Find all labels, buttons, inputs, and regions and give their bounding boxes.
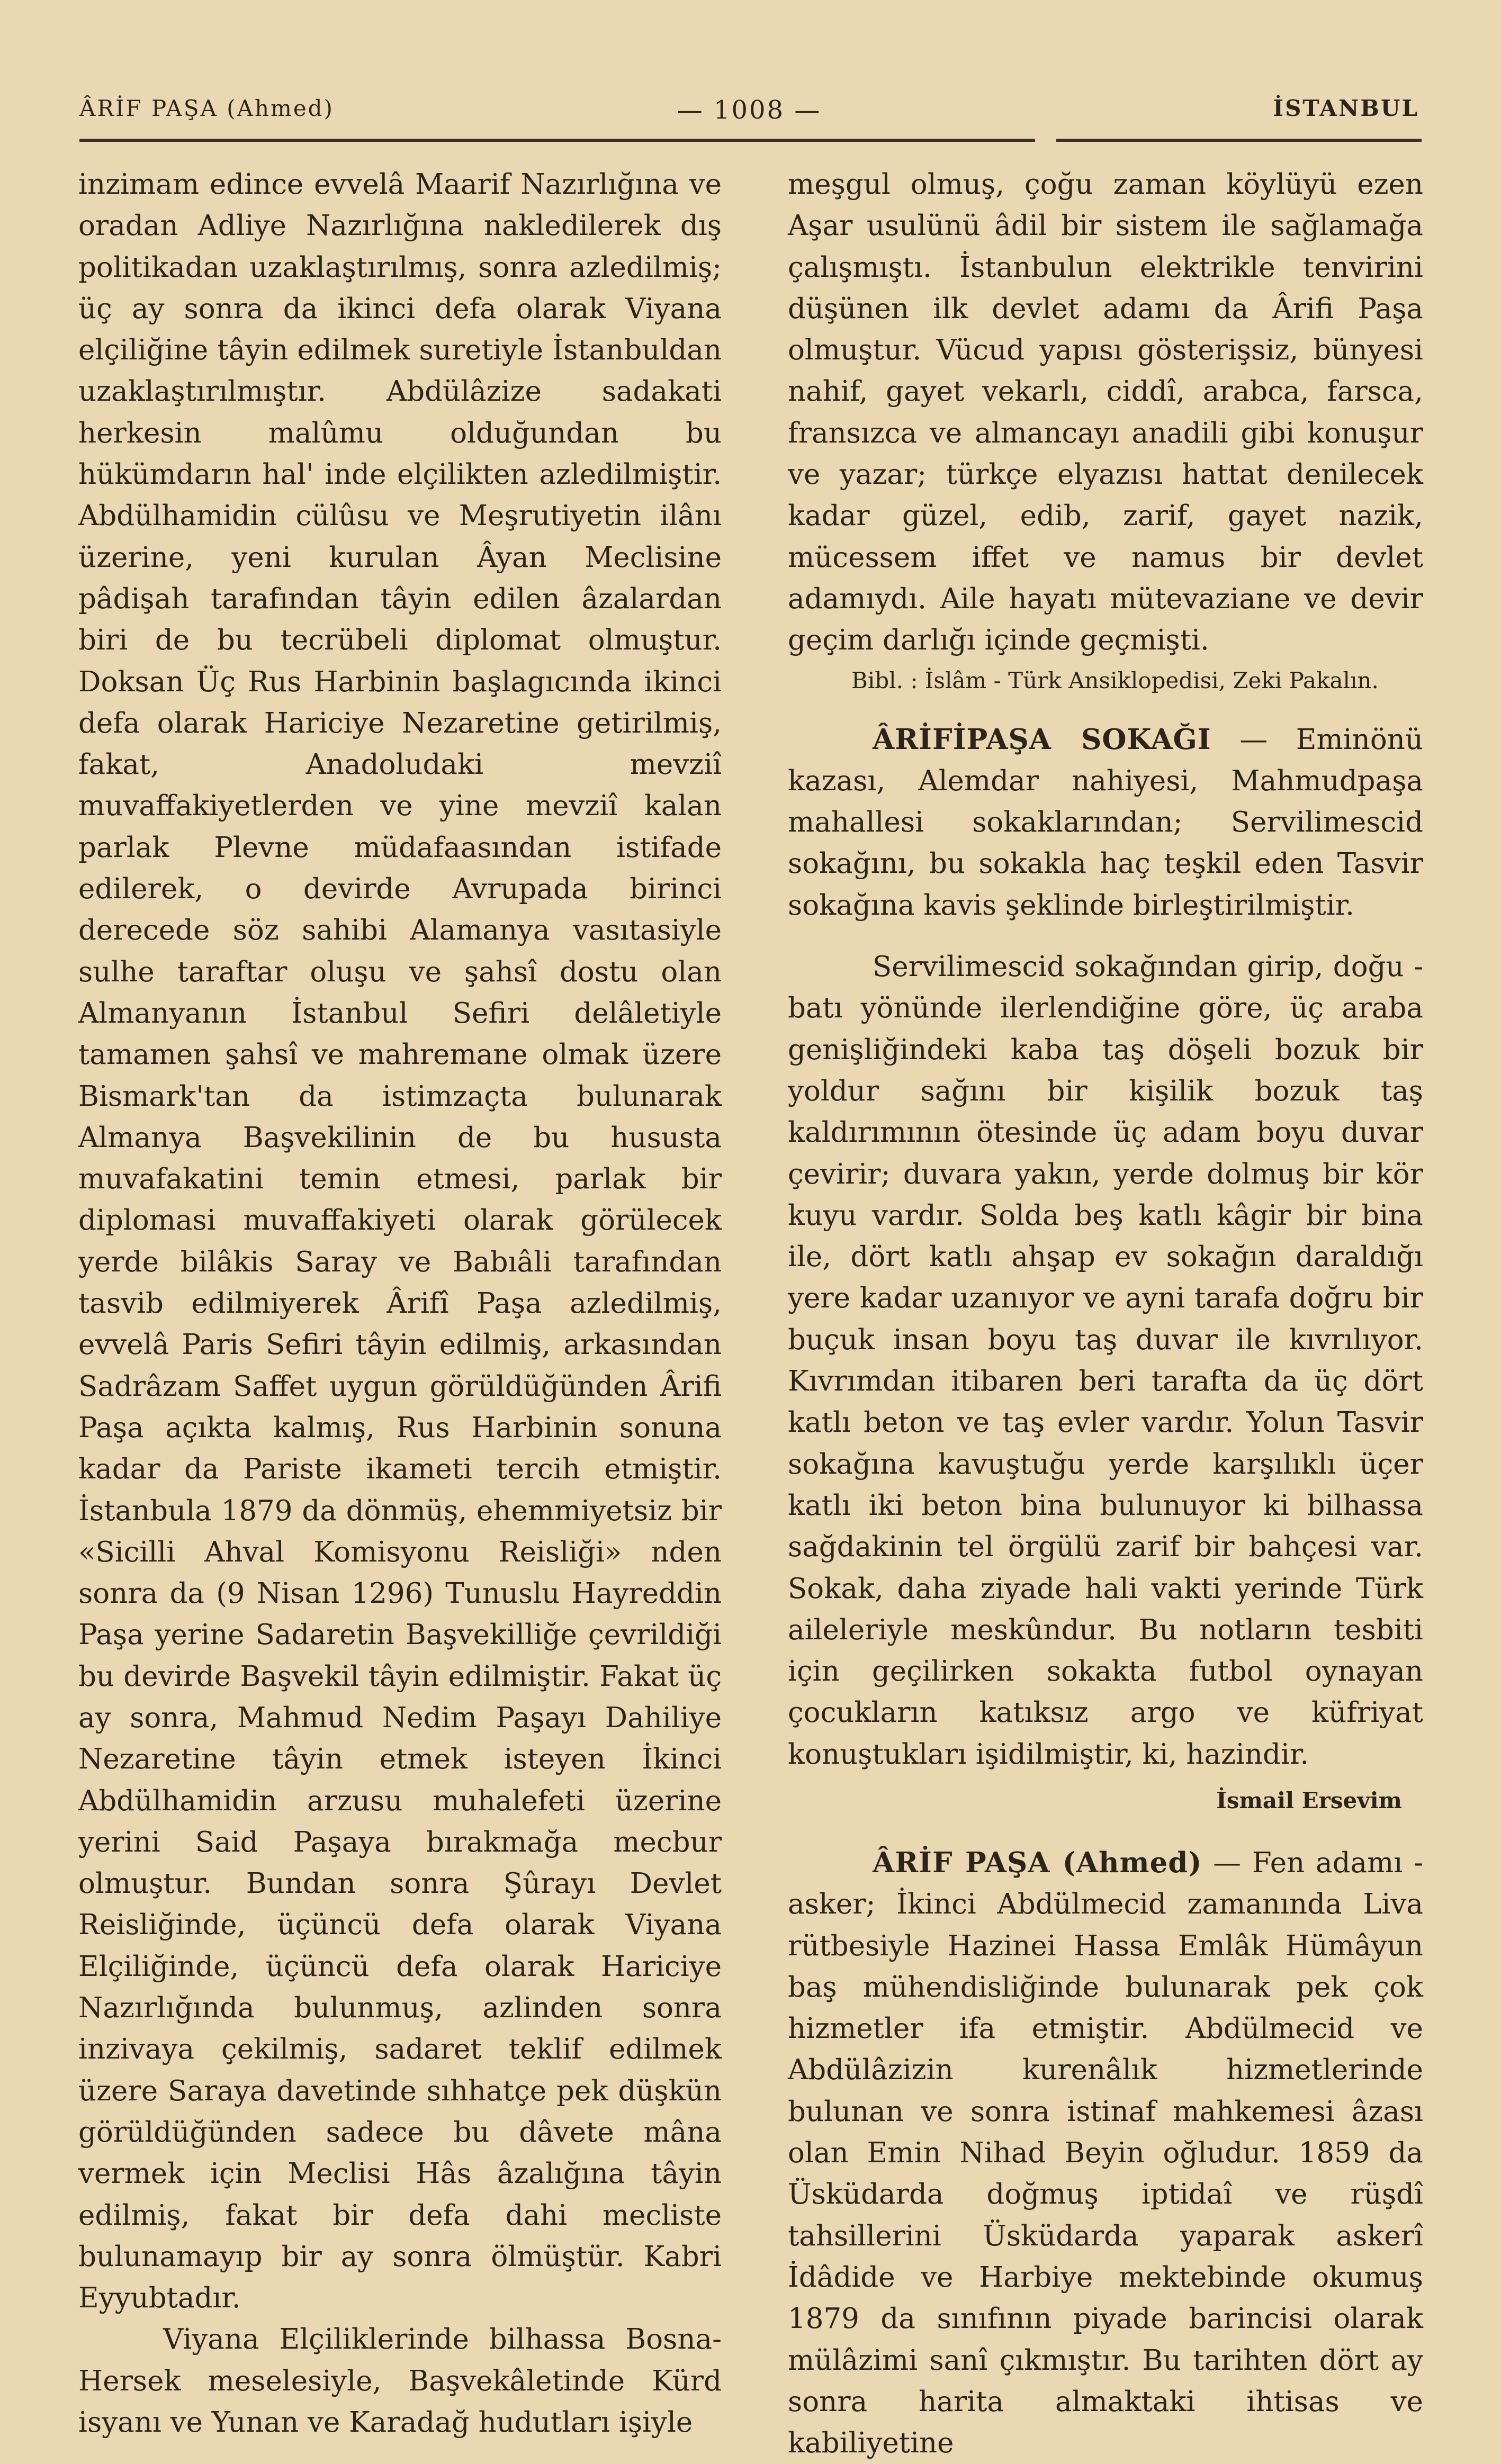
entry-heading: ÂRİFİPAŞA SOKAĞI — [873, 723, 1211, 756]
header-rule-right — [1056, 139, 1422, 142]
entry-arif-pasa — [788, 1842, 1423, 2464]
entry-sokak — [788, 719, 1423, 926]
running-head — [79, 95, 1419, 132]
entry-heading: ÂRİF PAŞA (Ahmed) — [873, 1846, 1202, 1879]
paragraph: inzimam edince evvelâ Maarif Nazırlığına ve oradan Adliye Nazırlığına nakledilerek dış politikadan uzaklaştırılmış, sonra azledilmiş; üç ay sonra da ikinci defa olarak Viyana elçiliğine tâyin edilmek suretiyle İstanbuldan uzaklaştırılmıştır. Abdülâzize sadakati herkesin malûmu olduğundan bu hükümdarın hal' inde elçilikten azledilmiştir. Abdülhamidin cülûsu ve Meşrutiyetin ilânı üzerine, yeni kurulan Âyan Meclisine pâdişah tarafından tâyin edilen âzalardan biri de bu tecrübeli diplomat olmuştur. Doksan Üç Rus Harbinin başlagıcında ikinci defa olarak Hariciye Nezaretine getirilmiş, fakat, Anadoludaki mevziî muvaffakiyetlerden ve yine mevziî kalan parlak Plevne müdafaasından istifade edilerek, o devirde Avrupada birinci derecede söz sahibi Alamanya vasıtasiyle sulhe taraftar oluşu ve şahsî dostu olan Almanyanın İstanbul Sefiri delâletiyle tamamen şahsî ve mahremane olmak üzere Bismark'tan da istimzaçta bulunarak Almanya Başvekilinin de bu hususta muvafakatini temin etmesi, parlak bir diplomasi muvaffakiyeti olarak görülecek yerde bilâkis Saray ve Babıâli tarafından tasvib edilmiyerek Ârifî Paşa azledilmiş, evvelâ Paris Sefiri tâyin edilmiş, arkasından Sadrâzam Saffet uygun görüldüğünden Ârifi Paşa açıkta kalmış, Rus Harbinin sonuna kadar da Pariste ikameti tercih etmiştir. İstanbula 1879 da dönmüş, ehemmiyetsiz bir «Sicilli Ahval Komisyonu Reisliği» nden sonra da (9 Nisan 1296) Tunuslu Hayreddin Paşa yerine Sadaretin Başvekilliğe çevrildiği bu devirde Başvekil tâyin edilmiştir. Fakat üç ay sonra, Mahmud Nedim Paşayı Dahiliye Nezaretine tâyin etmek isteyen İkinci Abdülhamidin arzusu muhalefeti üzerine yerini Said Paşaya bırakmağa mecbur olmuştur. Bundan sonra Şûrayı Devlet Reisliğinde, üçüncü defa olarak Viyana Elçiliğinde, üçüncü defa olarak Hariciye Nazırlığında bulunmuş, azlinden sonra inzivaya çekilmiş, sadaret teklif edilmek üzere Saraya davetinde sıhhatçe pek düşkün görüldüğünden sadece bu dâvete mâna vermek için Meclisi Hâs âzalığına tâyin edilmiş, fakat bir defa dahi mecliste bulunamayıp bir ay sonra ölmüştür. Kabri Eyyubtadır. — [78, 168, 722, 2315]
bibliography: Bibl. : İslâm - Türk Ansiklopedisi, Zeki Pakalın. — [851, 667, 1379, 693]
paragraph: Servilimescid sokağından girip, doğu - batı yönünde ilerlendiğine göre, üç araba genişliğindeki kaba taş döşeli bozuk bir yoldur sağını bir kişilik bozuk taş kaldırımının ötesinde üç adam boyu duvar çevirir; duvara yakın, yerde dolmuş bir kör kuyu vardır. Solda beş katlı kâgir bir bina ile, dört katlı ahşap ev sokağın daraldığı yere kadar uzanıyor ve ayni tarafa doğru bir buçuk insan boyu taş duvar ile kıvrılıyor. Kıvrımdan itibaren beri tarafta da üç dört katlı beton ve taş evler vardır. Yolun Tasvir sokağına kavuştuğu yerde karşılıklı üçer katlı iki beton bina bulunuyor ki bilhassa sağdakinin tel örgülü zarif bir bahçesi var. Sokak, daha ziyade hali vakti yerinde Türk aileleriyle meskûndur. Bu notların tesbiti için geçilirken sokakta futbol oynayan çocukların katıksız argo ve küfriyat konuştukları işidilmiştir, ki, hazindir. — [788, 951, 1423, 1771]
author-signature: İsmail Ersevim — [1216, 1787, 1402, 1813]
entry-text: — Fen adamı - asker; İkinci Abdülmecid zamanında Liva rütbesiyle Hazinei Hassa Emlâk Hümâyun baş mühendisliğinde bulunarak pek çok hizmetler ifa etmiştir. Abdülmecid ve Abdülâzizin kurenâlık hizmetlerinde bulunan ve sonra istinaf mahkemesi âzası olan Emin Nihad Beyin oğludur. 1859 da Üsküdarda doğmuş iptidaî ve rüşdî tahsillerini Üsküdarda yaparak askerî İdâdide ve Harbiye mektebinde okumuş 1879 da sınıfının piyade barincisi olarak mülâzimi sanî çıkmıştır. Bu tarihten dört ay sonra harita almaktaki ihtisas ve kabiliyetine — [788, 1846, 1423, 2460]
running-head-section: İSTANBUL — [1273, 95, 1419, 121]
running-head-entry: ÂRİF PAŞA (Ahmed) — [79, 95, 334, 121]
paragraph: Viyana Elçiliklerinde bilhassa Bosna-Hersek meselesiyle, Başvekâletinde Kürd isyanı ve Yunan ve Karadağ hudutları işiyle — [78, 2323, 722, 2439]
page-number: — 1008 — — [677, 95, 822, 125]
entry-text: — Eminönü kazası, Alemdar nahiyesi, Mahmudpaşa mahallesi sokaklarından; Servilimescid sokağını, bu sokakla haç teşkil eden Tasvir sokağına kavis şeklinde birleştirilmiştir. — [788, 723, 1423, 922]
left-column — [78, 164, 722, 2443]
header-rule-left — [79, 139, 1035, 142]
right-column — [788, 164, 1423, 2464]
paragraph: meşgul olmuş, çoğu zaman köylüyü ezen Aşar usulünü âdil bir sistem ile sağlamağa çalışmıştı. İstanbulun elektrikle tenvirini düşünen ilk devlet adamı da Ârifi Paşa olmuştur. Vücud yapısı gösterişsiz, bünyesi nahif, gayet vekarlı, ciddî, arabca, farsca, fransızca ve almancayı anadili gibi konuşur ve yazar; türkçe elyazısı hattat denilecek kadar güzel, edib, zarif, gayet nazik, mücessem iffet ve namus bir devlet adamıydı. Aile hayatı mütevaziane ve devir geçim darlığı içinde geçmişti. — [788, 168, 1423, 657]
